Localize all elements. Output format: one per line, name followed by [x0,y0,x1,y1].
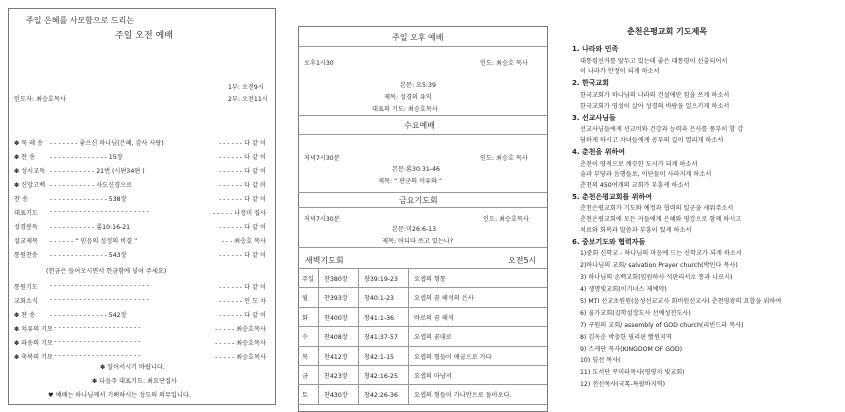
dawn-topic: 요셉의 형들이 애굽으로 가다 [414,353,492,361]
service-item-performer: - - - - - 최승호목사 [215,354,266,361]
prayer-line: 한국교회가 하나님의 나라의 건설에만 힘을 쓰게 하소서 [580,91,730,99]
afternoon-time: 오후1시30 [304,60,334,67]
wednesday-title: 수요예배 [404,121,435,130]
service-item-performer: - - - - - 최승호목사 [215,340,266,347]
prayer-section-heading: 6. 중보기도와 협력자들 [572,237,646,246]
service-leader: 인도자: 최승호목사 [14,96,66,103]
dawn-day: 금 [302,373,308,380]
dawn-hymn: 찬400장 [324,314,348,322]
dawn-topic: 요셉의 꿈 해석의 은사 [414,295,474,303]
service-item-performer: - - - - - 최승호목사 [215,326,266,333]
dawn-reference: 창42:26-36 [364,392,398,400]
service-item-label: 교회소식 [14,298,38,305]
prayer-line: 12) 전선목사(국톡-특팔바지역) [580,381,666,389]
service-item-performer: - - - - - - 다 같 이 [218,224,266,231]
note-duty: ♥ 예배는 하나님께서 기뻐하시는 성도의 의무입니다. [48,392,191,399]
dawn-hymn: 찬423장 [324,373,348,380]
wednesday-sermon: 제목: “ 판군의 이유와 ” [378,178,443,185]
prayer-line: 담하게 하시고 자녀들에게 공부의 길이 열리게 하소서 [580,136,724,144]
dawn-topic: 요셉의 형통 [414,276,446,283]
service-item-detail: - - - - - - - - - - - - - - 538장 [50,196,127,203]
prayer-line: 6) 울가교회(김학설장도사 선예성전도사) [580,309,691,317]
service-item-label: ✽ 성시교독 [14,168,46,175]
dawn-reference: 창40:1-23 [364,295,394,303]
left-header-title: 주일 오전 예배 [115,31,173,41]
friday-leader: 인도: 최승호목사 [483,216,529,223]
wednesday-leader: 인도: 최승호 목사 [480,155,528,162]
prayer-line: 춘천이 영적으로 깨끗한 도시가 되게 하소서 [580,160,698,168]
dawn-topic: 요셉의 꿈대로 [414,334,452,342]
prayer-line: 7) 구원의 교회/ assembly of GOD church(리빈드라 목사) [580,321,744,329]
dawn-hymn: 찬380장 [324,276,348,283]
service-item-detail: - - - - - - - - - - - - - - - - - - - - - - - - [50,282,149,289]
dawn-reference: 창41:1-36 [364,314,394,322]
service-item-detail: - - - - - - - - - - - - - - - - - - - - - - [50,324,141,331]
service-item-label: ✽ 찬 송 [14,312,36,319]
dawn-day: 토 [302,392,308,400]
service-item-label: ✽ 치유의 기도 [14,326,54,333]
prayer-section-heading: 4. 춘천을 위하여 [572,147,625,156]
dawn-hymn: 찬408장 [324,334,348,342]
service-item-label: ✽ 축복의 기도 [14,354,54,361]
dawn-time: 오전5시 [508,256,537,265]
service-item-performer: - - - - - - 다 같 이 [218,196,266,203]
dawn-reference: 창39:19-23 [364,276,398,283]
service-item-detail: - - - - - - - - - - - - - - 543장 [50,252,127,259]
service-item-label: ✽ 파송의 기도 [14,340,54,347]
afternoon-text: 본문: 요5:39 [400,82,436,89]
dawn-day: 수 [302,334,308,342]
service-item-label: 대표기도 [14,210,38,217]
dawn-day: 주일 [302,276,314,283]
wednesday-time: 저녁7시30분 [304,155,340,162]
afternoon-leader: 인도: 최승호 목사 [480,60,528,67]
service-item-label: 통원기도 [14,284,38,291]
prayer-line: 3) 하나님의 손백교회(임원하사 석판리서오 통과 나로시) [580,274,733,282]
service-item-label: ✽ 신앙고백 [14,182,46,189]
prayer-line: 치료와 회복과 말씀과 부흥이 있게 하소서 [580,226,692,234]
service-item-detail: (헌금은 들어오시면서 헌금함에 넣어 주세요) [46,268,167,275]
service-item-label: 성경봉독 [14,224,38,231]
service-item-label: ✽ 묵 레 송 [14,140,44,147]
service-item-performer: - - - 최승호 목사 [221,238,266,245]
prayer-section-heading: 3. 선교사님들 [572,113,616,122]
dawn-reference: 창42:1-15 [364,353,394,361]
prayer-line: 춘천은평교회에 모든 자들에게 은혜와 평강으로 함께 하시고 [580,216,742,223]
friday-text: 본문:미26:6-13 [392,226,437,233]
prayer-line: 1)중회 신학교 - 하나님의 마음에 드는 신학교가 되게 하소서 [580,250,742,258]
service-item-detail: - - - - - - - - - - - - - - - - - - - - - - - - [50,296,149,303]
service-item-performer: - - - - - - 다 같 이 [218,312,266,319]
service-item-detail: - - - - - - - - - - - 사도신경으로 [50,182,133,189]
dawn-topic: 바로의 꿈 해석 [414,314,454,322]
afternoon-prayer: 대표의 기도: 최승호목사 [372,106,438,113]
prayer-line: 춘천은평교회가 기도와 예정과 협력의 일군을 세워주소서 [580,205,734,213]
dawn-topic: 요셉의 형들이 가나안으로 돌아오다. [414,392,512,400]
dawn-reference: 창42:16-25 [364,373,398,380]
service-item-detail: - - - - - - - - - - - 21번 (시편34편 ) [50,168,145,175]
friday-time: 저녁7시30분 [304,216,340,223]
service-item-detail: - - - - - - - - - - - - - - - - - - - - - - [50,338,141,345]
service-item-detail: - - - - - - - - - - - - - - - - - - - - - - - - [50,208,149,215]
service-item-performer: - - - - - - 다 같 이 [218,284,266,291]
dawn-reference: 창41:37-57 [364,334,398,342]
friday-title: 금요기도회 [399,196,438,205]
prayer-line: 2)하나님의 교회/ salvation Prayer church(박민다 목사) [580,262,738,270]
prayer-line: 한국교회가 영성이 살아 성경의 바람을 일으키게 하소서 [580,102,730,110]
dawn-hymn: 찬412장 [324,353,348,361]
prayer-line: 이 나라가 안정이 되게 하소서 [580,68,660,76]
prayer-line: 선교사님들에게 선교비와 건강과 능력과 은사를 풍부히 할 강 [580,126,744,134]
prayer-line: 10) 딤선 목사( [580,357,621,365]
dawn-hymn: 찬393장 [324,295,348,303]
service-item-label: 설교제목 [14,238,38,245]
service-time-2: 2부: 오전11시 [228,96,268,103]
prayer-line: 9) 스캐단 목사(KINGDOM OF GOD) [580,345,683,353]
service-item-detail: - - - - - - - - - - - - - - 542장 [50,312,127,319]
afternoon-sermon: 제목: 성경의 유익 [384,94,432,101]
prayer-topics-title: 춘천은평교회 기도제목 [627,27,708,36]
service-item-detail: - - - - - - - 좋으신 하나님(은혜, 감사 사랑) [50,140,164,147]
service-time-1: 1부: 오전9시 [228,84,264,91]
note-stand: ✽ 일어서시기 바랍니다. [100,364,165,371]
service-item-detail: - - - - - - “ 믿음의 성정의 비결 ” [50,238,138,245]
prayer-line: 11) 도서단 꾸미라목사(영평지 빛교회) [580,369,685,377]
dawn-title: 새벽기도회 [305,256,344,265]
service-item-performer: - - - - - - 다 같 이 [218,182,266,189]
prayer-line: 춘천의 450여개의 교회가 부흥케 하소서 [580,181,690,189]
prayer-line: 대통령선거를 앞두고 있는데 좋은 대통령이 선출되어서 [580,57,728,65]
dawn-day: 월 [302,295,308,303]
wednesday-text: 본문:롬30:31-46 [392,166,440,173]
prayer-line: 4) 생명빛교회(이기녀스 제예약) [580,286,667,293]
service-item-detail: - - - - - - - - - - - - - - 15장 [50,154,123,161]
service-item-label: 찬 송 [14,196,28,203]
afternoon-title: 주일 오후 예배 [392,33,444,42]
prayer-section-heading: 1. 나라와 민족 [572,45,619,53]
dawn-day: 목 [302,353,308,361]
prayer-section-heading: 2. 한국교회 [572,79,610,88]
service-item-detail: - - - - - - - - - - - - - - - - - - - - - - [50,352,141,359]
prayer-section-heading: 5. 춘천은평교회를 위하여 [572,192,653,201]
service-item-performer: - - - - - 나정미 집사 [213,210,266,217]
service-item-performer: - - - - - - 다 같 이 [218,252,266,259]
service-item-performer: - - - - - - 다 같 이 [218,140,266,147]
service-item-label: 통원찬송 [14,252,38,259]
prayer-line: 술과 부당과 음행들로, 이단들이 사라지게 하소서 [580,171,712,179]
service-item-detail: - - - - - - - - - - - 롬10:16-21 [50,224,131,231]
prayer-line: 5) MTI 선교초원원(음성선교교사 회비원선교사) 춘천영광의 요합을 위하여 [580,297,782,305]
service-item-performer: - - - - - - 인 도 자 [218,298,266,305]
service-item-label: ✽ 찬 송 [14,154,36,161]
left-header-subtitle: 주일 은혜를 사모함으로 드리는 [26,16,135,25]
service-item-performer: - - - - - - 다 같 이 [218,168,266,175]
friday-sermon: 제목: 어디다 쓰고 있는나? [382,238,454,245]
dawn-day: 화 [302,314,308,322]
prayer-line: 8) 김옥순 박충한 필리핀 빨원지역 [580,333,672,341]
dawn-topic: 요셉의 마냥서 [414,373,452,380]
dawn-hymn: 찬430장 [324,392,348,400]
note-next-prayer: ✽ 다음주 대표기도: 최요단집사 [92,378,177,385]
service-item-performer: - - - - - - 다 같 이 [218,154,266,161]
